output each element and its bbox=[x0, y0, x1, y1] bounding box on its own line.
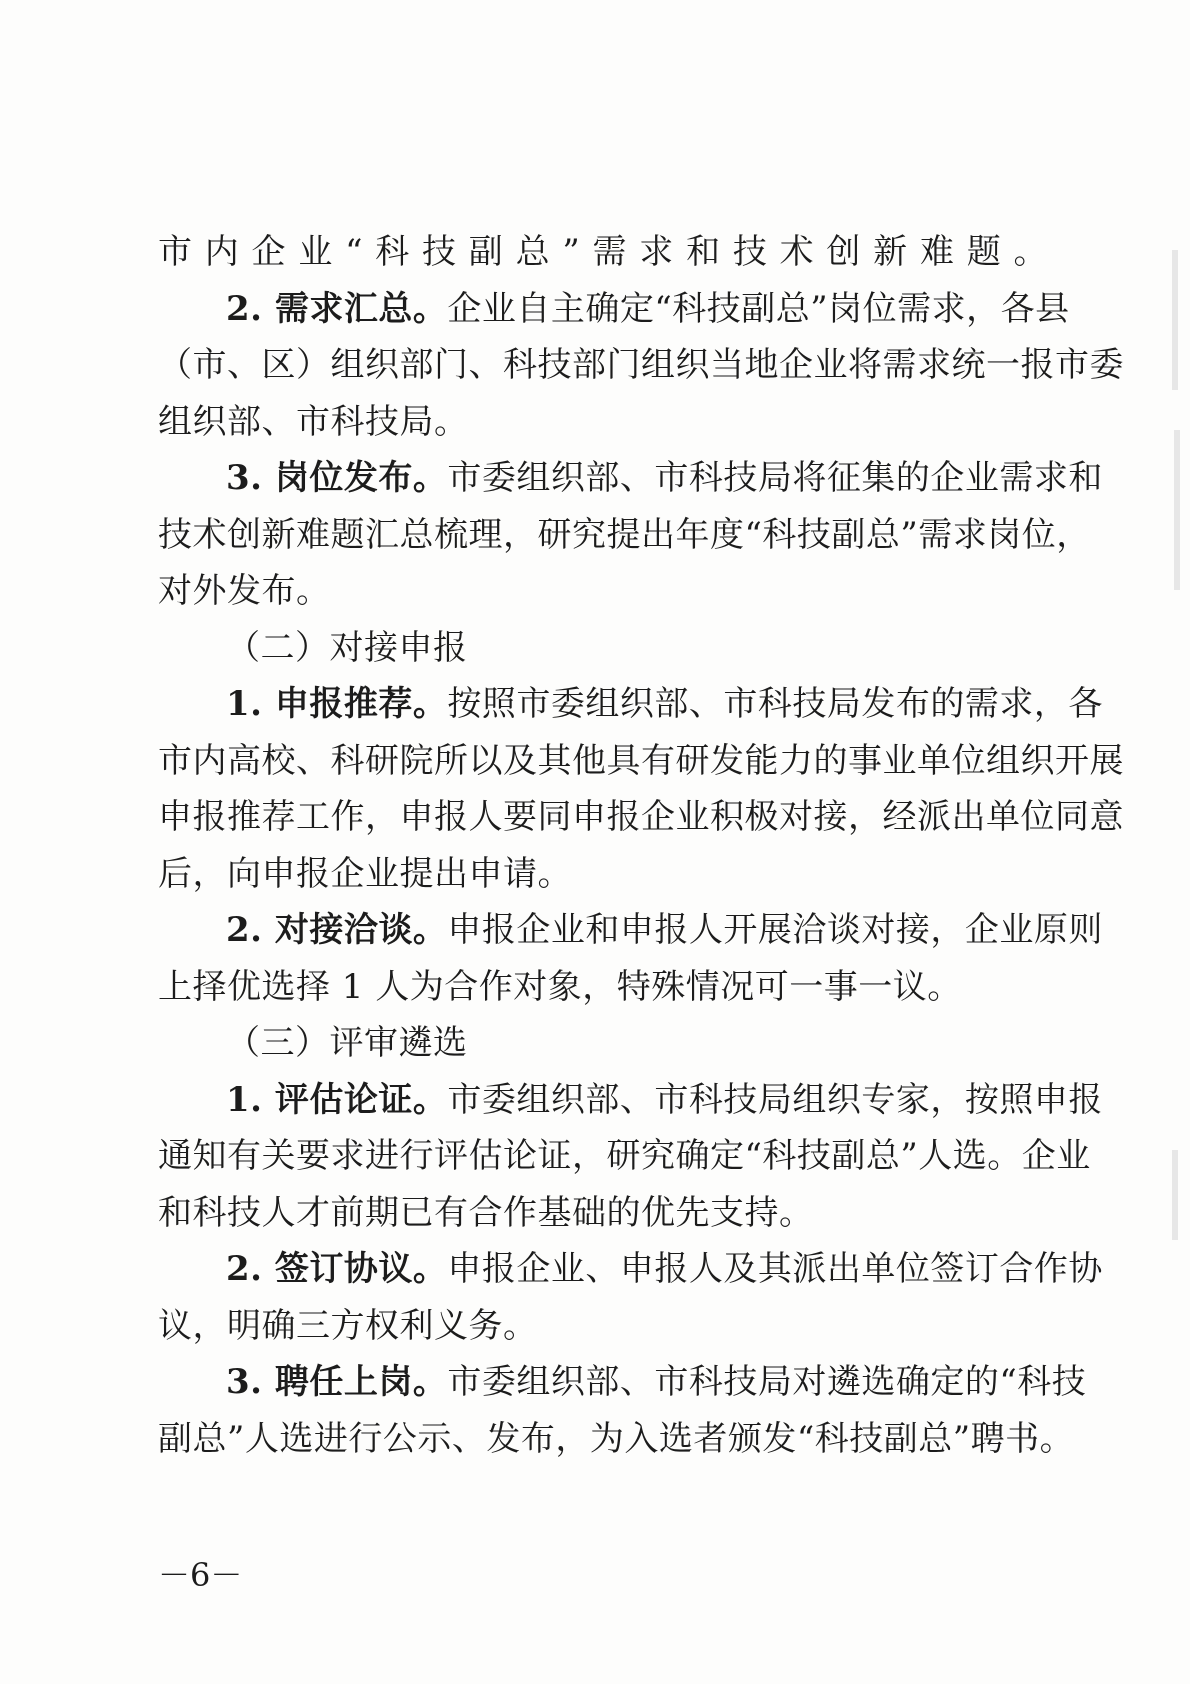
scan-edge-mark bbox=[1172, 250, 1178, 390]
text-line: （市、区）组织部门、科技部门组织当地企业将需求统一报市委 bbox=[158, 345, 1124, 385]
text-line: 申报推荐工作，申报人要同申报企业积极对接，经派出单位同意 bbox=[158, 797, 1124, 837]
item-label: 2. 签订协议。 bbox=[226, 1249, 448, 1289]
text-line: 技术创新难题汇总梳理，研究提出年度“科技副总”需求岗位， bbox=[158, 514, 1091, 555]
scan-edge-mark bbox=[1172, 1150, 1178, 1240]
text-line: 通知有关要求进行评估论证，研究确定“科技副总”人选。企业 bbox=[158, 1136, 1091, 1176]
paragraph-negotiation: 2. 对接洽谈。申报企业和申报人开展洽谈对接，企业原则 bbox=[226, 910, 1103, 950]
text-line: 和科技人才前期已有合作基础的优先支持。 bbox=[158, 1192, 814, 1233]
paragraph-evaluation: 1. 评估论证。市委组织部、市科技局组织专家，按照申报 bbox=[226, 1079, 1103, 1120]
paragraph-post-release: 3. 岗位发布。市委组织部、市科技局将征集的企业需求和 bbox=[226, 458, 1103, 498]
text-line: 后，向申报企业提出申请。 bbox=[158, 853, 572, 894]
document-body bbox=[158, 224, 1124, 1467]
item-label: 3. 岗位发布。 bbox=[226, 458, 448, 498]
text-line: 上择优选择 1 人为合作对象，特殊情况可一事一议。 bbox=[158, 966, 962, 1007]
text-line: 议，明确三方权利义务。 bbox=[158, 1305, 538, 1346]
text-line: 市内高校、科研院所以及其他具有研发能力的事业单位组织开展 bbox=[158, 740, 1124, 781]
item-label: 3. 聘任上岗。 bbox=[226, 1362, 448, 1402]
paragraph-demand-summary: 2. 需求汇总。企业自主确定“科技副总”岗位需求，各县 bbox=[226, 288, 1070, 329]
item-label: 2. 对接洽谈。 bbox=[226, 910, 448, 950]
paragraph-appointment: 3. 聘任上岗。市委组织部、市科技局对遴选确定的“科技 bbox=[226, 1362, 1087, 1402]
text-line: 市内企业“科技副总”需求和技术创新难题。 bbox=[158, 232, 1048, 272]
scan-edge-mark bbox=[1174, 430, 1180, 590]
item-label: 2. 需求汇总。 bbox=[226, 288, 448, 329]
paragraph-agreement: 2. 签订协议。申报企业、申报人及其派出单位签订合作协 bbox=[226, 1249, 1103, 1289]
text-line: 组织部、市科技局。 bbox=[158, 401, 469, 442]
paragraph-recommendation: 1. 申报推荐。按照市委组织部、市科技局发布的需求，各 bbox=[226, 684, 1103, 724]
text-line: 副总”人选进行公示、发布，为入选者颁发“科技副总”聘书。 bbox=[158, 1418, 1075, 1459]
section-heading-matching: （二）对接申报 bbox=[226, 627, 468, 668]
item-label: 1. 申报推荐。 bbox=[226, 684, 448, 724]
page-number: －6－ bbox=[158, 1556, 243, 1594]
section-heading-review: （三）评审遴选 bbox=[226, 1023, 468, 1063]
text-line: 对外发布。 bbox=[158, 571, 331, 611]
item-label: 1. 评估论证。 bbox=[226, 1079, 448, 1120]
